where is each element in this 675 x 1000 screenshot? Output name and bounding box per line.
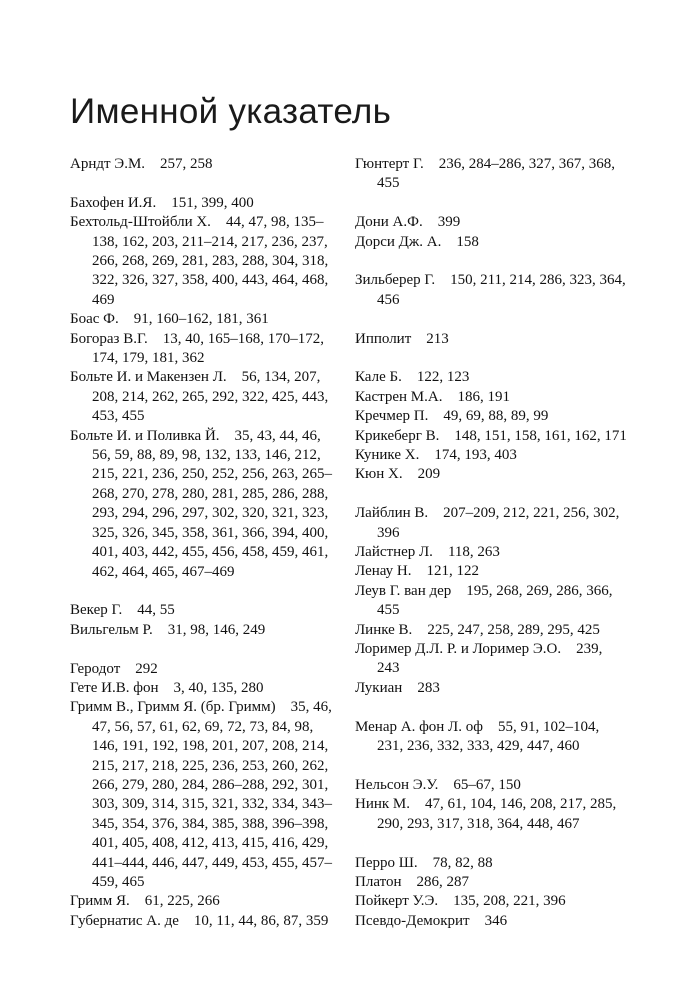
index-entry xyxy=(355,213,627,232)
index-entry-pages: 148, 151, 158, 161, 162, 171 xyxy=(454,427,627,444)
index-entry-name: Кюн Х. xyxy=(355,466,403,483)
index-entry-pages: 209 xyxy=(417,466,441,483)
index-entry-name: Дорси Дж. А. xyxy=(355,233,442,250)
index-entry xyxy=(355,155,627,194)
index-entry-pages: 65–67, 150 xyxy=(453,776,521,793)
index-entry-name: Вильгельм Р. xyxy=(70,621,153,638)
index-entry-name: Лайблин В. xyxy=(355,505,429,522)
index-entry-name: Лоример Д.Л. Р. и Лоример Э.О. xyxy=(355,641,562,658)
index-entry-name: Арндт Э.М. xyxy=(70,156,146,172)
index-entry xyxy=(355,368,627,387)
index-entry-name: Кале Б. xyxy=(355,369,402,386)
index-entry-pages: 91, 160–162, 181, 361 xyxy=(133,311,269,328)
index-entry xyxy=(355,407,627,426)
index-entry-name: Пойкерт У.Э. xyxy=(355,893,439,910)
index-entry-pages: 225, 247, 258, 289, 295, 425 xyxy=(427,621,600,638)
index-entry-pages: 158 xyxy=(456,233,479,250)
index-entry-pages: 239, 243 xyxy=(377,641,603,677)
index-entry-pages: 31, 98, 146, 249 xyxy=(167,621,266,638)
index-entry-name: Нельсон Э.У. xyxy=(355,776,439,793)
index-entry xyxy=(70,660,338,679)
index-entry-pages: 346 xyxy=(484,912,508,929)
index-entry xyxy=(355,446,627,465)
index-entry xyxy=(70,368,338,426)
index-entry-name: Платон xyxy=(355,873,402,890)
index-entry-pages: 213 xyxy=(426,330,449,347)
index-entry-pages: 61, 225, 266 xyxy=(144,893,220,910)
index-entry xyxy=(355,543,627,562)
index-entry-name: Лукиан xyxy=(355,679,403,696)
index-entry-pages: 150, 211, 214, 286, 323, 364, 456 xyxy=(377,272,626,308)
index-entry-pages: 135, 208, 221, 396 xyxy=(453,893,566,910)
index-entry-pages: 55, 91, 102–104, 231, 236, 332, 333, 429, 447, 460 xyxy=(377,718,600,755)
index-entry-pages: 13, 40, 165–168, 170–172, 174, 179, 181, 362 xyxy=(92,330,324,367)
index-entry-name: Псевдо-Демокрит xyxy=(355,912,470,929)
index-entry-name: Зильберер Г. xyxy=(355,272,436,289)
index-entry-name: Ипполит xyxy=(355,330,412,347)
index-entry xyxy=(355,892,627,911)
index-entry-pages: 186, 191 xyxy=(457,388,510,405)
index-entry-pages: 151, 399, 400 xyxy=(171,194,254,211)
index-entry-pages: 195, 268, 269, 286, 366, 455 xyxy=(377,582,613,619)
index-entry xyxy=(355,679,627,698)
letter-gap xyxy=(355,194,627,213)
index-entry-pages: 78, 82, 88 xyxy=(432,854,493,871)
index-entry xyxy=(70,698,338,892)
index-entry-name: Гримм В., Гримм Я. (бр. Гримм) xyxy=(70,699,276,716)
index-entry-name: Больте И. и Поливка Й. xyxy=(70,427,220,444)
index-entry-name: Богораз В.Г. xyxy=(70,330,148,347)
index-entry xyxy=(355,640,627,679)
index-entry xyxy=(355,582,627,621)
index-entry-pages: 257, 258 xyxy=(160,156,213,172)
index-entry-name: Кастрен М.А. xyxy=(355,388,443,405)
index-entry-pages: 35, 43, 44, 46, 56, 59, 88, 89, 98, 132, 133, 146, 212, 215, 221, 236, 250, 252, 256, 263, 265–268, 270, 278, 280, 281, 285, 286, 288, 293, 294, 296, 297, 302, 320, 321, 323, 325, 326, 345, 358, 361, 366, 394, 400, 401, 403, 442, 455, 456, 458, 459, 461, 462, 464, 465, 467–469 xyxy=(92,427,332,580)
index-entry xyxy=(355,427,627,446)
index-entry-pages: 44, 47, 98, 135–138, 162, 203, 211–214, 217, 236, 237, 266, 268, 269, 281, 283, 288, 304, 318, 322, 326, 327, 358, 400, 443, 464, 468, 469 xyxy=(92,214,329,308)
index-entry-name: Ленау Н. xyxy=(355,563,412,580)
index-entry-name: Гете И.В. фон xyxy=(70,679,159,696)
index-entry xyxy=(355,718,627,757)
index-entry-name: Линке В. xyxy=(355,621,413,638)
index-entry-name: Кунике Х. xyxy=(355,447,420,464)
index-entry-pages: 44, 55 xyxy=(137,602,175,619)
index-entry-pages: 3, 40, 135, 280 xyxy=(173,679,264,696)
index-entry-pages: 292 xyxy=(135,660,158,677)
index-entry-name: Дони А.Ф. xyxy=(355,214,423,231)
index-entry-name: Бахофен И.Я. xyxy=(70,194,157,211)
index-entry xyxy=(70,679,338,698)
index-entry-name: Гюнтерт Г. xyxy=(355,156,424,172)
letter-gap xyxy=(355,698,627,717)
index-entry xyxy=(70,155,338,174)
index-entry xyxy=(355,271,627,310)
index-entry xyxy=(355,795,627,834)
index-entry xyxy=(355,330,627,349)
index-entry-name: Векер Г. xyxy=(70,602,123,619)
index-entry-pages: 286, 287 xyxy=(416,873,469,890)
index-entry-name: Перро Ш. xyxy=(355,854,418,871)
index-entry-name: Губернатис А. де xyxy=(70,912,179,929)
index-column-left xyxy=(70,155,338,931)
index-entry-pages: 236, 284–286, 327, 367, 368, 455 xyxy=(377,156,615,192)
index-entry-pages: 283 xyxy=(417,679,440,696)
index-entry xyxy=(70,330,338,369)
letter-gap xyxy=(355,310,627,329)
index-entry-pages: 56, 134, 207, 208, 214, 262, 265, 292, 322, 425, 443, 453, 455 xyxy=(92,369,329,425)
index-entry-name: Менар А. фон Л. оф xyxy=(355,718,483,735)
index-entry xyxy=(70,892,338,911)
letter-gap xyxy=(355,834,627,853)
index-entry xyxy=(70,427,338,582)
index-entry-name: Кречмер П. xyxy=(355,408,429,425)
index-entry xyxy=(355,388,627,407)
letter-gap xyxy=(355,252,627,271)
index-entry-pages: 47, 61, 104, 146, 208, 217, 285, 290, 293, 317, 318, 364, 448, 467 xyxy=(377,796,617,832)
index-entry xyxy=(355,873,627,892)
index-entry-name: Лайстнер Л. xyxy=(355,544,433,561)
index-column-right xyxy=(355,155,627,931)
letter-gap xyxy=(70,582,338,601)
letter-gap xyxy=(355,757,627,776)
index-entry xyxy=(355,504,627,543)
letter-gap xyxy=(70,640,338,659)
index-entry-pages: 121, 122 xyxy=(426,563,479,580)
letter-gap xyxy=(355,349,627,368)
index-entry xyxy=(355,465,627,484)
index-entry-name: Бехтольд-Штойбли Х. xyxy=(70,214,211,231)
index-entry xyxy=(70,601,338,620)
index-entry-name: Геродот xyxy=(70,660,121,677)
letter-gap xyxy=(355,485,627,504)
index-entry xyxy=(70,194,338,213)
index-entry-pages: 399 xyxy=(437,214,461,231)
index-entry xyxy=(355,912,627,931)
index-entry-pages: 118, 263 xyxy=(447,544,500,561)
index-entry-pages: 174, 193, 403 xyxy=(434,447,517,464)
index-entry-pages: 10, 11, 44, 86, 87, 359 xyxy=(193,912,329,929)
index-entry xyxy=(70,310,338,329)
index-entry-pages: 35, 46, 47, 56, 57, 61, 62, 69, 72, 73, 84, 98, 146, 191, 192, 198, 201, 207, 208, 214, 215, 217, 218, 225, 236, 253, 260, 262, 266, 279, 280, 284, 286–288, 292, 301, 303, 309, 314, 315, 321, 332, 334, 343–345, 354, 376, 384, 385, 388, 396–398, 401, 405, 408, 412, 413, 415, 416, 429, 441–444, 446, 447, 449, 453, 455, 457–459, 465 xyxy=(92,699,332,890)
index-entry-name: Гримм Я. xyxy=(70,893,130,910)
index-entry xyxy=(355,621,627,640)
letter-gap xyxy=(70,174,338,193)
index-entry xyxy=(355,233,627,252)
index-entry-name: Боас Ф. xyxy=(70,311,119,328)
index-entry-name: Леув Г. ван дер xyxy=(355,582,452,599)
index-entry xyxy=(355,854,627,873)
index-entry xyxy=(70,213,338,310)
index-entry-pages: 49, 69, 88, 89, 99 xyxy=(443,408,549,425)
index-entry xyxy=(355,776,627,795)
index-entry-name: Больте И. и Макензен Л. xyxy=(70,369,227,386)
index-entry-pages: 122, 123 xyxy=(416,369,470,386)
index-entry xyxy=(355,562,627,581)
index-entry-name: Крикеберг В. xyxy=(355,427,440,444)
index-entry-name: Нинк М. xyxy=(355,796,411,813)
index-entry xyxy=(70,621,338,640)
index-entry xyxy=(70,912,338,931)
page-title: Именной указатель xyxy=(70,92,392,131)
index-entry-pages: 207–209, 212, 221, 256, 302, 396 xyxy=(377,505,620,541)
